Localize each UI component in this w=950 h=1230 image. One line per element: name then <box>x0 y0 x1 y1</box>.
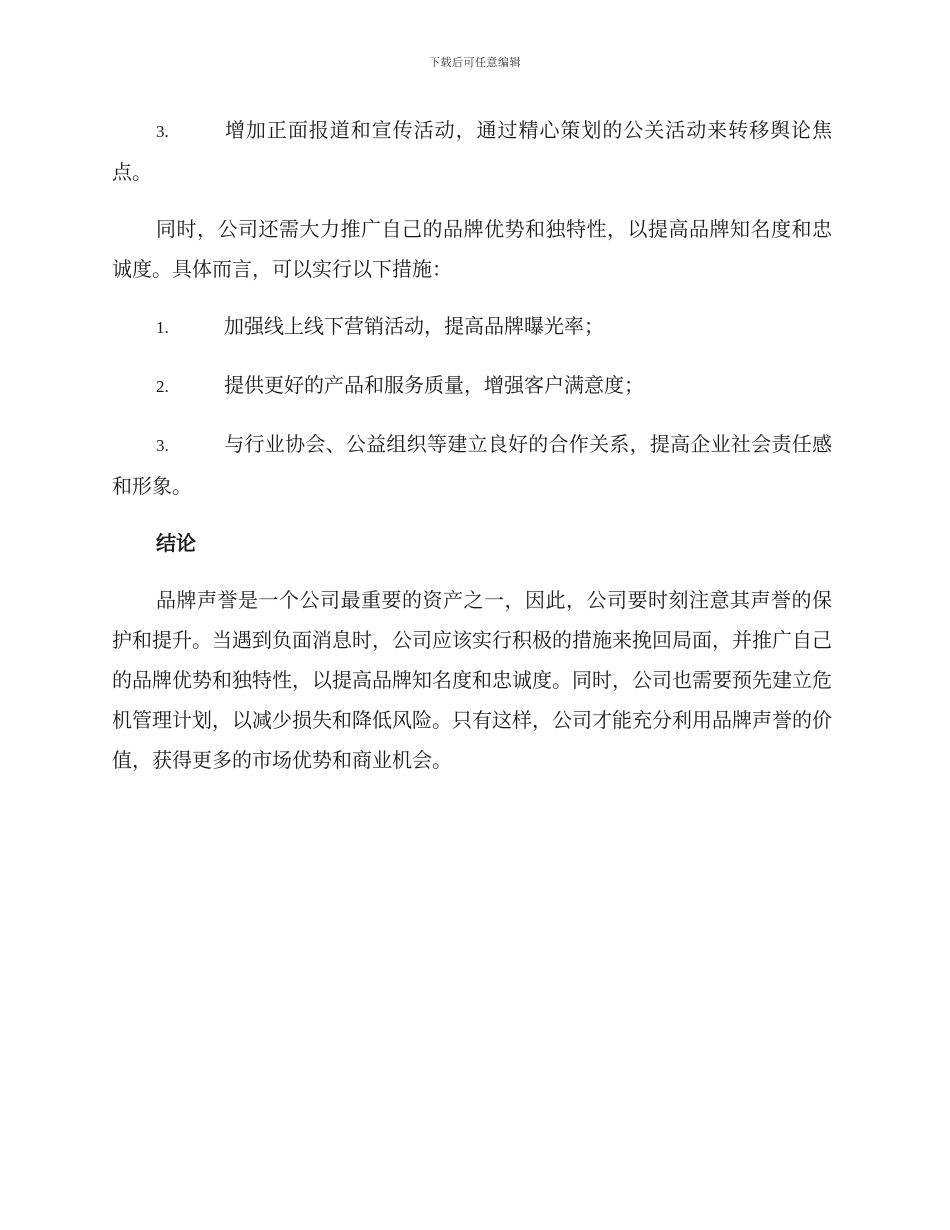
list-item <box>112 306 832 348</box>
list-item-text: 提供更好的产品和服务质量，增强客户满意度； <box>224 373 644 397</box>
list-item-text: 增加正面报道和宣传活动，通过精心策划的公关活动来转移舆论焦点。 <box>112 118 832 184</box>
list-number: 3. <box>156 122 169 141</box>
list-number: 1. <box>156 318 169 337</box>
list-item-text: 与行业协会、公益组织等建立良好的合作关系，提高企业社会责任感和形象。 <box>112 432 832 498</box>
section-heading-conclusion: 结论 <box>156 531 196 555</box>
conclusion-paragraph: 品牌声誉是一个公司最重要的资产之一，因此，公司要时刻注意其声誉的保护和提升。当遇到负面消息时，公司应该实行积极的措施来挽回局面，并推广自己的品牌优势和独特性，以提高品牌知名度和忠诚度。同时，公司也需要预先建立危机管理计划，以减少损失和降低风险。只有这样，公司才能充分利用品牌声誉的价值，获得更多的市场优势和商业机会。 <box>112 588 832 772</box>
list-item-text: 加强线上线下营销活动，提高品牌曝光率； <box>224 314 604 338</box>
list-item <box>112 424 832 506</box>
list-item <box>112 110 832 192</box>
document-body <box>112 110 832 797</box>
paragraph: 同时，公司还需大力推广自己的品牌优势和独特性，以提高品牌知名度和忠诚度。具体而言，可以实行以下措施： <box>112 217 832 281</box>
list-number: 3. <box>156 436 169 455</box>
page-header: 下载后可任意编辑 <box>429 56 521 69</box>
list-item <box>112 365 832 407</box>
list-number: 2. <box>156 377 169 396</box>
